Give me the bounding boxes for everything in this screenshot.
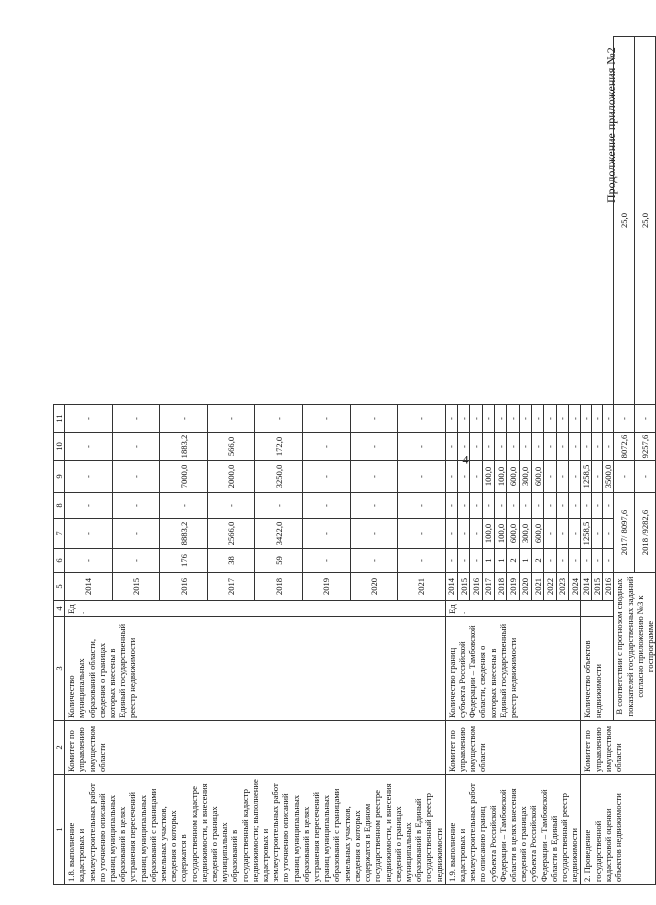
value-cell: - <box>592 433 603 461</box>
value-cell: - <box>614 461 635 493</box>
indicator-name: Количество объектов недвижимости <box>581 617 614 721</box>
value-cell: - <box>65 549 113 573</box>
value-cell: - <box>592 405 603 433</box>
year-cell: 2015 <box>592 573 603 601</box>
value-cell: 2000,0 <box>207 461 255 493</box>
value-cell: - <box>112 461 160 493</box>
year-cell: 2017 <box>482 573 494 601</box>
value-cell: 1258,5 <box>581 519 592 549</box>
value-cell: 25,0 <box>614 37 635 405</box>
value-cell: - <box>398 433 446 461</box>
value-cell: - <box>482 405 494 433</box>
value-cell: - <box>556 493 568 519</box>
value-cell: - <box>556 461 568 493</box>
value-cell: 1 <box>519 549 531 573</box>
value-cell: - <box>544 549 556 573</box>
year-cell: 2022 <box>544 573 556 601</box>
value-cell: 1 <box>482 549 494 573</box>
value-cell: - <box>112 519 160 549</box>
value-cell: 8883,2 <box>160 519 208 549</box>
value-cell: - <box>470 519 482 549</box>
value-cell: - <box>635 461 656 493</box>
measure-name: 2. Проведение государственной кадастровой оценки объектов недвижимости <box>581 775 656 885</box>
value-cell: - <box>458 405 470 433</box>
value-cell: - <box>207 405 255 433</box>
year-cell: 2018 <box>495 573 507 601</box>
value-cell: - <box>569 519 581 549</box>
value-cell: - <box>581 433 592 461</box>
value-cell: - <box>398 461 446 493</box>
value-cell: - <box>470 549 482 573</box>
indicator-name: Количество границ субъекта Российской Федерации – Тамбовской области, сведения о которых внесены в Единый государственный реестр недвижимости <box>445 617 581 721</box>
column-number-row <box>54 37 65 885</box>
value-cell: - <box>207 493 255 519</box>
note-cell: В соответствии с прогнозом сводных показателей государственных заданий согласно приложению №3 к госпрограмме <box>614 573 656 721</box>
value-cell: - <box>519 405 531 433</box>
value-cell: 59 <box>255 549 303 573</box>
value-cell: - <box>65 433 113 461</box>
value-cell: - <box>398 405 446 433</box>
value-cell: 2566,0 <box>207 519 255 549</box>
value-cell: - <box>495 433 507 461</box>
value-cell: - <box>569 549 581 573</box>
value-cell: 3500,0 <box>603 461 614 493</box>
value-cell: - <box>255 493 303 519</box>
value-cell: - <box>398 549 446 573</box>
value-cell: - <box>458 493 470 519</box>
value-cell: - <box>556 433 568 461</box>
value-cell: 7000,0 <box>160 461 208 493</box>
value-cell: 2 <box>507 549 519 573</box>
year-cell: 2016 <box>470 573 482 601</box>
year-cell: 2014 <box>65 573 113 601</box>
value-cell: 100,0 <box>482 519 494 549</box>
year-value-cell: 2018 /9282,6 <box>635 493 656 573</box>
table-row <box>445 37 457 885</box>
value-cell: - <box>556 549 568 573</box>
value-cell: - <box>445 461 457 493</box>
value-cell: - <box>635 405 656 433</box>
value-cell: - <box>482 493 494 519</box>
year-cell: 2016 <box>603 573 614 601</box>
value-cell: 100,0 <box>495 461 507 493</box>
value-cell: - <box>350 519 398 549</box>
value-cell: - <box>445 549 457 573</box>
value-cell: - <box>495 405 507 433</box>
value-cell: 25,0 <box>635 37 656 405</box>
value-cell: - <box>458 461 470 493</box>
value-cell: 100,0 <box>482 461 494 493</box>
year-cell: 2019 <box>507 573 519 601</box>
year-cell: 2021 <box>398 573 446 601</box>
value-cell: - <box>65 519 113 549</box>
value-cell: - <box>445 433 457 461</box>
value-cell: - <box>112 433 160 461</box>
column-number: 2 <box>54 721 65 775</box>
value-cell: - <box>398 493 446 519</box>
year-cell: 2015 <box>458 573 470 601</box>
value-cell: - <box>458 433 470 461</box>
value-cell: - <box>303 461 351 493</box>
value-cell: - <box>569 433 581 461</box>
value-cell: - <box>507 405 519 433</box>
value-cell: - <box>65 405 113 433</box>
value-cell: - <box>112 549 160 573</box>
value-cell: 600,0 <box>507 519 519 549</box>
value-cell: - <box>544 519 556 549</box>
value-cell: - <box>350 493 398 519</box>
year-cell: 2020 <box>350 573 398 601</box>
measure-name: 1.8. выполнение кадастровых и землеустроительных работ по уточнению описаний границ муниципальных образований в целях устранения пересечений границ муниципальных образований с границами земельных участков, сведения о которых содержатся в государственном кадастре недвижимости, и внесения сведений о границах муниципальных образований в государственный кадастр недвижимости; выполнение кадастровых и землеустроительных работ по уточнению описаний границ муниципальных образований в целях устранения пересечений границ муниципальных образований с границами земельных участков, сведения о которых содержатся в Едином государственном реестре недвижимости, и внесения сведений о границах муниципальных образований в Единый государственный реестр недвижимости <box>65 775 446 885</box>
value-cell: 8072,6 <box>614 433 635 461</box>
column-number: 10 <box>54 433 65 461</box>
table-row <box>581 37 592 885</box>
value-cell: - <box>350 433 398 461</box>
year-value-cell: 2017/ 8097,6 <box>614 493 635 573</box>
appendix-title: Продолжение приложения №2 <box>604 47 618 203</box>
data-table <box>53 36 656 885</box>
value-cell: - <box>519 493 531 519</box>
value-cell: - <box>458 519 470 549</box>
value-cell: - <box>398 519 446 549</box>
executor-name: Комитет по управлению имуществом области <box>581 721 656 775</box>
value-cell: - <box>569 493 581 519</box>
value-cell: - <box>507 493 519 519</box>
year-cell: 2014 <box>581 573 592 601</box>
value-cell: - <box>592 461 603 493</box>
value-cell: - <box>350 549 398 573</box>
value-cell: - <box>532 433 544 461</box>
year-cell: 2019 <box>303 573 351 601</box>
value-cell: - <box>470 433 482 461</box>
value-cell: - <box>581 493 592 519</box>
value-cell: - <box>112 405 160 433</box>
value-cell: - <box>592 493 603 519</box>
year-cell: 2024 <box>569 573 581 601</box>
value-cell: - <box>160 405 208 433</box>
value-cell: - <box>603 405 614 433</box>
year-cell: 2015 <box>112 573 160 601</box>
value-cell: 1258,5 <box>581 461 592 493</box>
column-number: 3 <box>54 617 65 721</box>
executor-name: Комитет по управлению имуществом области <box>65 721 446 775</box>
year-cell: 2016 <box>160 573 208 601</box>
value-cell: 176 <box>160 549 208 573</box>
value-cell: 38 <box>207 549 255 573</box>
column-number: 6 <box>54 549 65 573</box>
value-cell: - <box>65 461 113 493</box>
value-cell: 300,0 <box>519 461 531 493</box>
value-cell: - <box>303 549 351 573</box>
value-cell: - <box>603 493 614 519</box>
value-cell: - <box>519 433 531 461</box>
column-number: 9 <box>54 461 65 493</box>
year-cell: 2017 <box>207 573 255 601</box>
column-number: 7 <box>54 519 65 549</box>
value-cell: 566,0 <box>207 433 255 461</box>
measure-name: 1.9. выполнение кадастровых и землеустроительных работ по описанию границ субъекта Российской Федерации – Тамбовской области в целях внесения сведений о границах субъекта Российской Федерации – Тамбовской области в Единый государственный реестр недвижимости <box>445 775 581 885</box>
value-cell: - <box>303 519 351 549</box>
value-cell: - <box>544 405 556 433</box>
page-number: 4 <box>462 452 469 467</box>
value-cell: - <box>350 405 398 433</box>
column-number: 11 <box>54 405 65 433</box>
value-cell: 2 <box>532 549 544 573</box>
value-cell: - <box>445 493 457 519</box>
value-cell: - <box>544 461 556 493</box>
year-cell: 2020 <box>519 573 531 601</box>
value-cell: - <box>470 405 482 433</box>
column-number: 1 <box>54 775 65 885</box>
executor-name: Комитет по управлению имуществом области <box>445 721 581 775</box>
value-cell: - <box>112 493 160 519</box>
value-cell: - <box>445 519 457 549</box>
column-number: 4 <box>54 601 65 617</box>
year-cell: 2014 <box>445 573 457 601</box>
value-cell: - <box>458 549 470 573</box>
value-cell: - <box>445 405 457 433</box>
value-cell: 3250,0 <box>255 461 303 493</box>
value-cell: - <box>495 493 507 519</box>
year-cell: 2021 <box>532 573 544 601</box>
value-cell: 600,0 <box>507 461 519 493</box>
year-cell: 2023 <box>556 573 568 601</box>
value-cell: - <box>603 519 614 549</box>
unit-cell <box>581 601 614 617</box>
value-cell: 600,0 <box>532 461 544 493</box>
value-cell: - <box>603 433 614 461</box>
value-cell: - <box>614 405 635 433</box>
value-cell: - <box>482 433 494 461</box>
value-cell: - <box>160 493 208 519</box>
value-cell: 100,0 <box>495 519 507 549</box>
value-cell: - <box>581 405 592 433</box>
unit-cell: Ед. <box>65 601 446 617</box>
value-cell: - <box>544 493 556 519</box>
value-cell: 300,0 <box>519 519 531 549</box>
unit-cell: Ед. <box>445 601 581 617</box>
value-cell: - <box>470 461 482 493</box>
value-cell: 1883,2 <box>160 433 208 461</box>
column-number: 8 <box>54 493 65 519</box>
value-cell: - <box>569 461 581 493</box>
year-cell: 2018 <box>255 573 303 601</box>
value-cell: - <box>581 549 592 573</box>
column-number: 5 <box>54 573 65 601</box>
value-cell: - <box>303 405 351 433</box>
value-cell: 1 <box>495 549 507 573</box>
value-cell: - <box>303 433 351 461</box>
value-cell: - <box>544 433 556 461</box>
value-cell: - <box>592 549 603 573</box>
value-cell: 9257,6 <box>635 433 656 461</box>
table-row <box>65 37 113 885</box>
value-cell: 3422,0 <box>255 519 303 549</box>
value-cell: - <box>556 519 568 549</box>
value-cell: - <box>592 519 603 549</box>
value-cell: - <box>532 405 544 433</box>
indicator-name: Количество муниципальных образований области, сведения о границах которых внесены в Единый государственный реестр недвижимости <box>65 617 446 721</box>
value-cell: 172,0 <box>255 433 303 461</box>
value-cell: 600,0 <box>532 519 544 549</box>
value-cell: - <box>569 405 581 433</box>
value-cell: - <box>603 549 614 573</box>
value-cell: - <box>556 405 568 433</box>
value-cell: - <box>507 433 519 461</box>
value-cell: - <box>470 493 482 519</box>
value-cell: - <box>350 461 398 493</box>
value-cell: - <box>532 493 544 519</box>
value-cell: - <box>65 493 113 519</box>
value-cell: - <box>255 405 303 433</box>
value-cell: - <box>303 493 351 519</box>
